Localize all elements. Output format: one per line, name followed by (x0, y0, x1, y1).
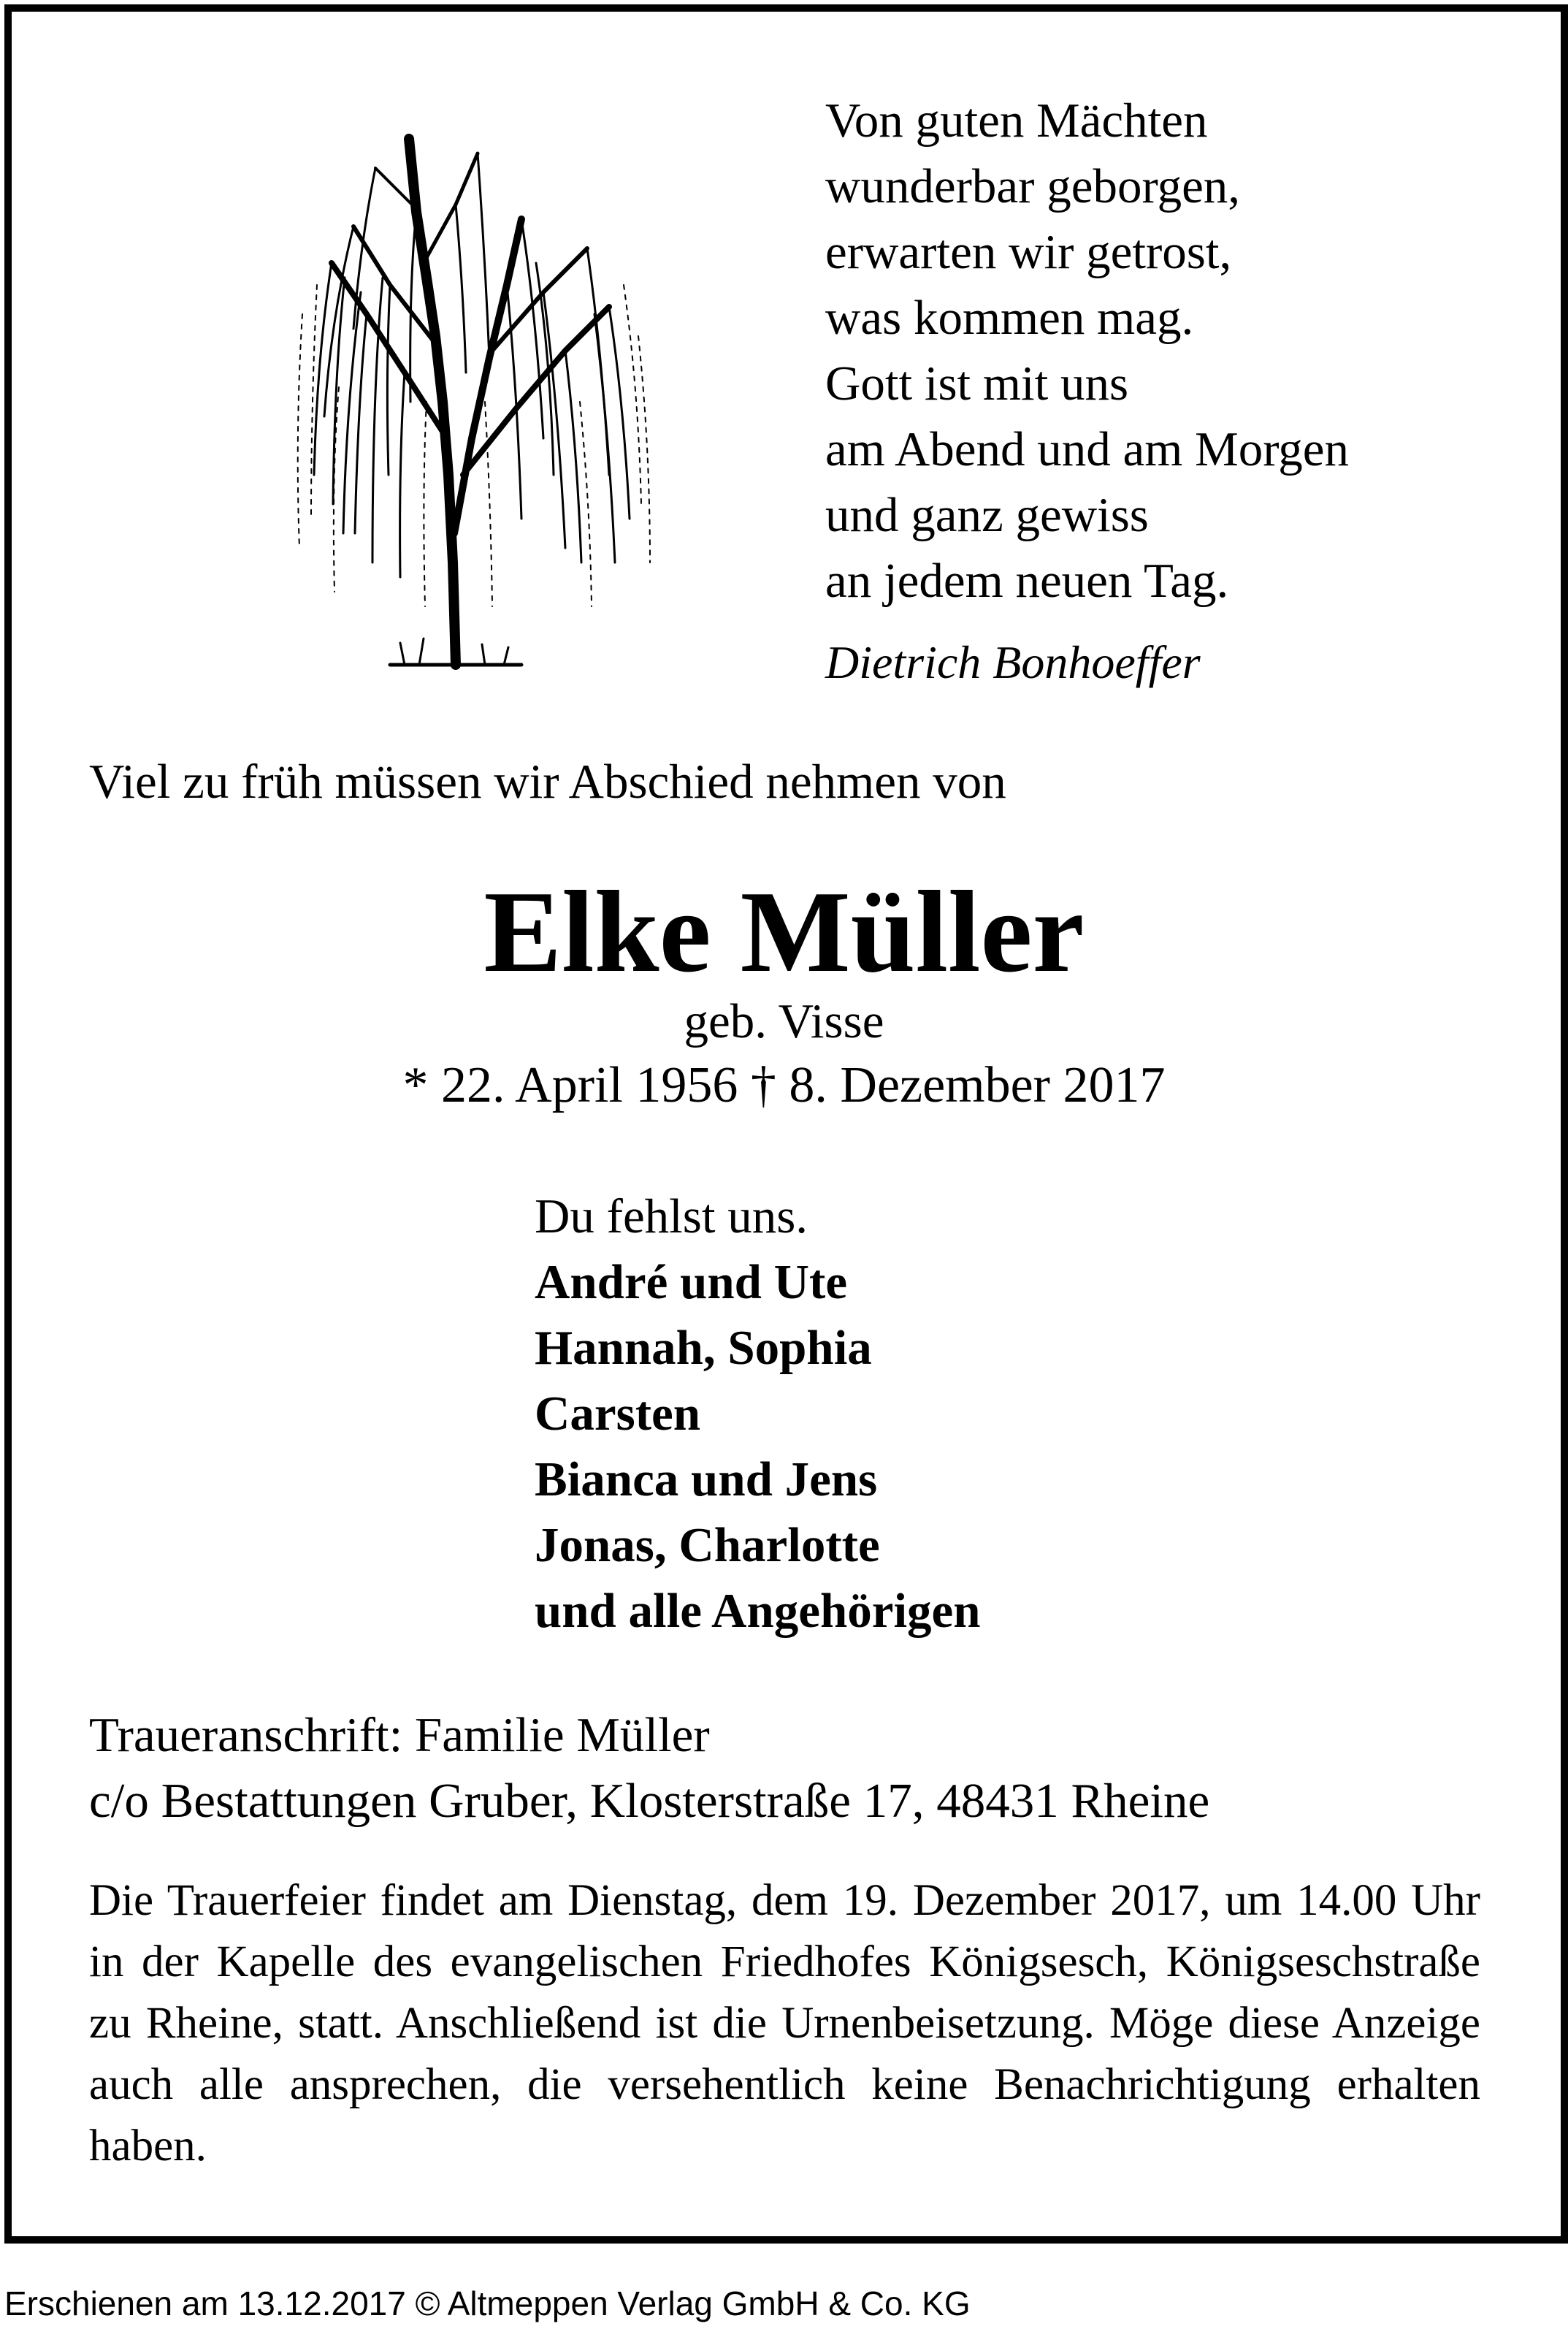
bonhoeffer-poem (825, 88, 1349, 695)
poem-line: Von guten Mächten (825, 94, 1208, 148)
poem-author: Dietrich Bonhoeffer (825, 636, 1201, 688)
mourners-list (535, 1183, 981, 1644)
poem-line: und ganz gewiss (825, 488, 1149, 542)
weeping-willow-icon (244, 95, 668, 679)
address-line-1: Traueranschrift: Familie Müller (89, 1708, 710, 1762)
farewell-intro: Viel zu früh müssen wir Abschied nehmen von (89, 755, 1006, 809)
mourner-name: und alle Angehörigen (535, 1584, 981, 1638)
life-dates: * 22. April 1956 † 8. Dezember 2017 (402, 1057, 1166, 1113)
poem-line: am Abend und am Morgen (825, 422, 1350, 476)
mourner-name: Hannah, Sophia (535, 1321, 872, 1375)
mourner-name: André und Ute (535, 1255, 848, 1309)
poem-line: was kommen mag. (825, 291, 1194, 345)
mourner-name: Carsten (535, 1387, 701, 1441)
funeral-notice: Die Trauerfeier findet am Dienstag, dem 19. Dezember 2017, um 14.00 Uhr in der Kapelle des evangelischen Friedhofes Königsesch, Königseschstraße zu Rheine, statt. Anschließend ist die Urnenbeisetzung. Möge diese Anzeige auch alle ansprechen, die versehentlich keine Benachrichtigung erhalten haben. (89, 1876, 1480, 2170)
poem-line: Gott ist mit uns (825, 357, 1129, 411)
mourning-address (89, 1702, 1209, 1834)
deceased-name: Elke Müller (483, 866, 1085, 996)
address-line-2: c/o Bestattungen Gruber, Klosterstraße 17, 48431 Rheine (89, 1774, 1210, 1828)
poem-line: wunderbar geborgen, (825, 159, 1241, 213)
mourners-intro: Du fehlst uns. (535, 1189, 808, 1243)
publication-footer: Erschienen am 13.12.2017 © Altmeppen Verlag GmbH & Co. KG (4, 2284, 971, 2322)
mourner-name: Bianca und Jens (535, 1452, 878, 1506)
maiden-name: geb. Visse (684, 994, 884, 1048)
poem-line: erwarten wir getrost, (825, 225, 1232, 279)
mourner-name: Jonas, Charlotte (535, 1518, 880, 1572)
poem-line: an jedem neuen Tag. (825, 554, 1229, 608)
